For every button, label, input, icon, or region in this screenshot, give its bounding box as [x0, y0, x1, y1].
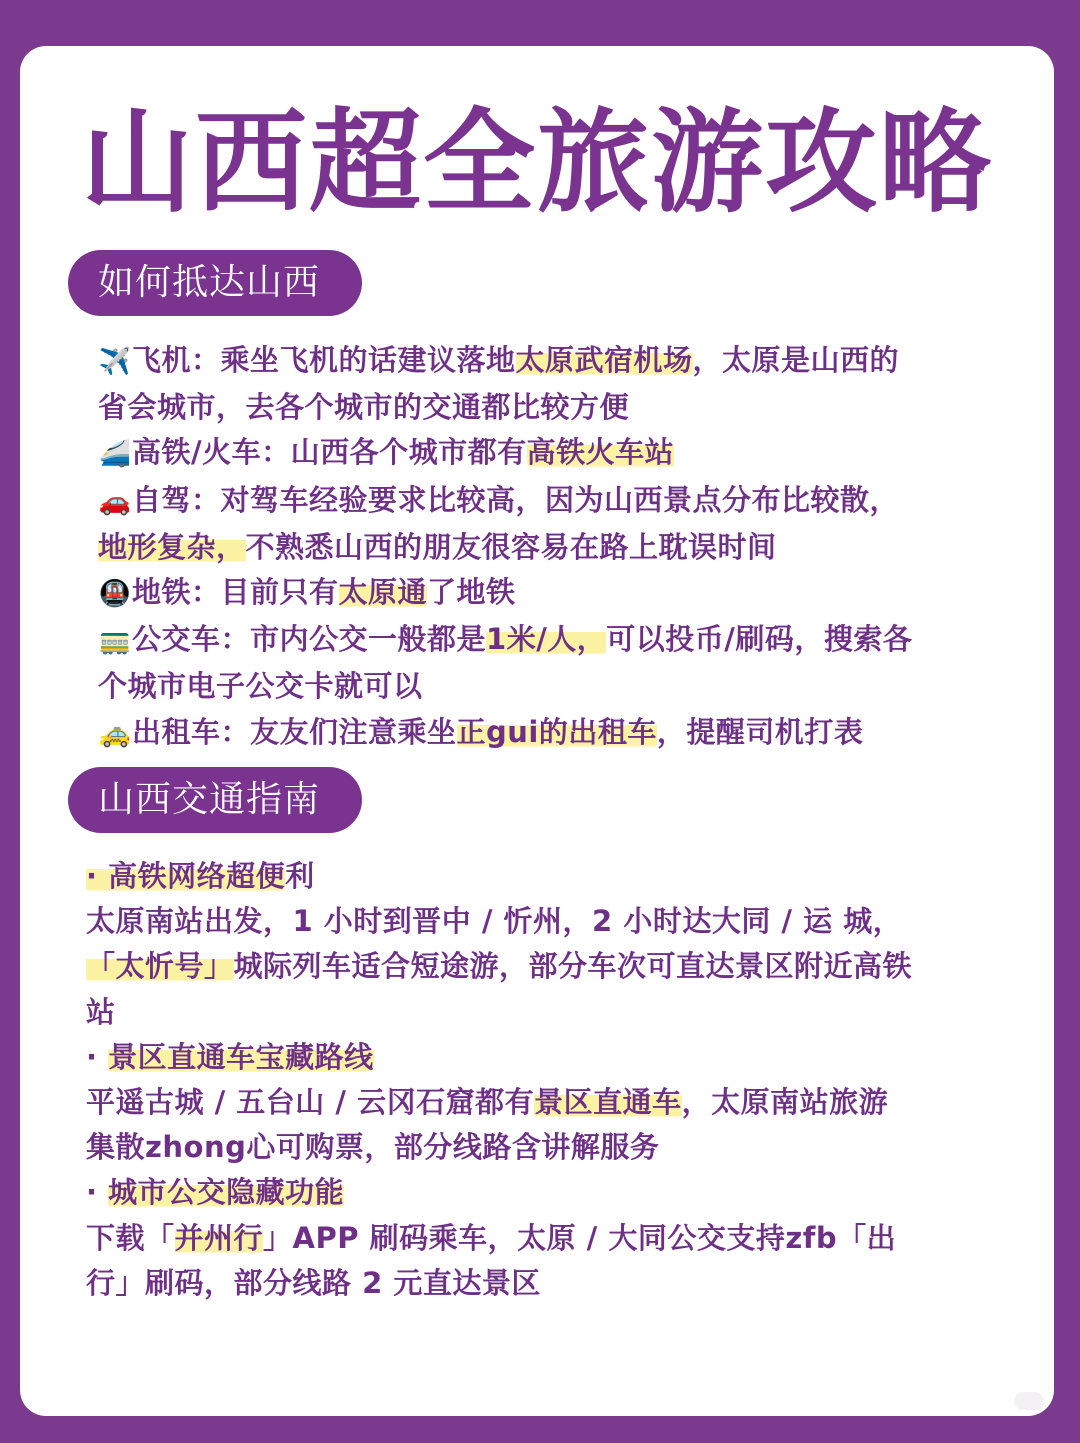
guide-text: 下载「并州行」APP 刷码乘车，太原 / 大同公交支持zfb「出: [86, 1220, 897, 1255]
highlight: 并州行: [174, 1220, 264, 1255]
highlight: 「太忻号」: [86, 949, 234, 984]
guide-text: 「太忻号」城际列车适合短途游，部分车次可直达景区附近高铁: [86, 949, 913, 984]
list-item-car: 🚗自驾：对驾车经验要求比较高，因为山西景点分布比较散，: [98, 478, 998, 525]
train-icon: 🚄: [98, 439, 132, 470]
highlight: 正gui的出租车: [456, 714, 657, 749]
highlight: 景区直通车: [534, 1085, 682, 1120]
highlight: 景区直通车宝藏路线: [108, 1039, 374, 1074]
guide-text: 太原南站出发，1 小时到晋中 / 忻州，2 小时达大同 / 运 城，: [86, 904, 903, 939]
transport-guide: [86, 854, 1006, 1306]
guide-text: 平遥古城 / 五台山 / 云冈石窟都有景区直通车，太原南站旅游: [86, 1085, 889, 1120]
guide-heading-bus: · 城市公交隐藏功能: [86, 1175, 345, 1210]
list-item-plane-cont: 省会城市，去各个城市的交通都比较方便: [98, 390, 630, 425]
watermark-badge: [1014, 1392, 1044, 1410]
highlight: 太原武宿机场: [515, 343, 693, 377]
airplane-icon: ✈️: [98, 347, 132, 377]
content-card: [20, 46, 1054, 1416]
highlight: 太原通: [338, 575, 428, 610]
guide-heading-rail: · 高铁网络超便利: [86, 859, 315, 893]
page-title: 山西超全旅游攻略: [81, 98, 993, 228]
guide-heading-shuttle: · 景区直通车宝藏路线: [86, 1039, 374, 1074]
list-item-car-cont: 地形复杂，不熟悉山西的朋友很容易在路上耽误时间: [98, 529, 777, 564]
highlight: 1米/人，: [486, 622, 607, 657]
section-heading-transport: 山西交通指南: [68, 767, 362, 833]
section-heading-arrival: 如何抵达山西: [68, 250, 362, 316]
taxi-icon: 🚕: [98, 718, 132, 749]
bus-icon: 🚃: [98, 626, 132, 657]
car-icon: 🚗: [98, 486, 132, 517]
highlight: · 高铁网络超便: [86, 859, 286, 893]
list-item-bus-cont: 个城市电子公交卡就可以: [98, 669, 423, 704]
highlight: 地形复杂，: [98, 529, 246, 564]
guide-text: 集散zhong心可购票，部分线路含讲解服务: [86, 1130, 660, 1165]
list-item-plane: ✈️飞机：乘坐飞机的话建议落地太原武宿机场，太原是山西的: [98, 338, 998, 385]
highlight: 高铁火车站: [526, 435, 675, 470]
list-item-taxi: 🚕出租车：友友们注意乘坐正gui的出租车，提醒司机打表: [98, 710, 998, 757]
highlight: 城市公交隐藏功能: [108, 1175, 345, 1210]
guide-text: 站: [86, 994, 116, 1029]
metro-icon: 🚇: [98, 579, 132, 610]
list-item-train: 🚄高铁/火车：山西各个城市都有高铁火车站: [98, 430, 998, 477]
list-item-bus: 🚃公交车：市内公交一般都是1米/人，可以投币/刷码，搜索各: [98, 617, 998, 664]
guide-text: 行」刷码，部分线路 2 元直达景区: [86, 1265, 541, 1300]
arrival-list: [98, 338, 998, 757]
list-item-metro: 🚇地铁：目前只有太原通了地铁: [98, 570, 998, 617]
